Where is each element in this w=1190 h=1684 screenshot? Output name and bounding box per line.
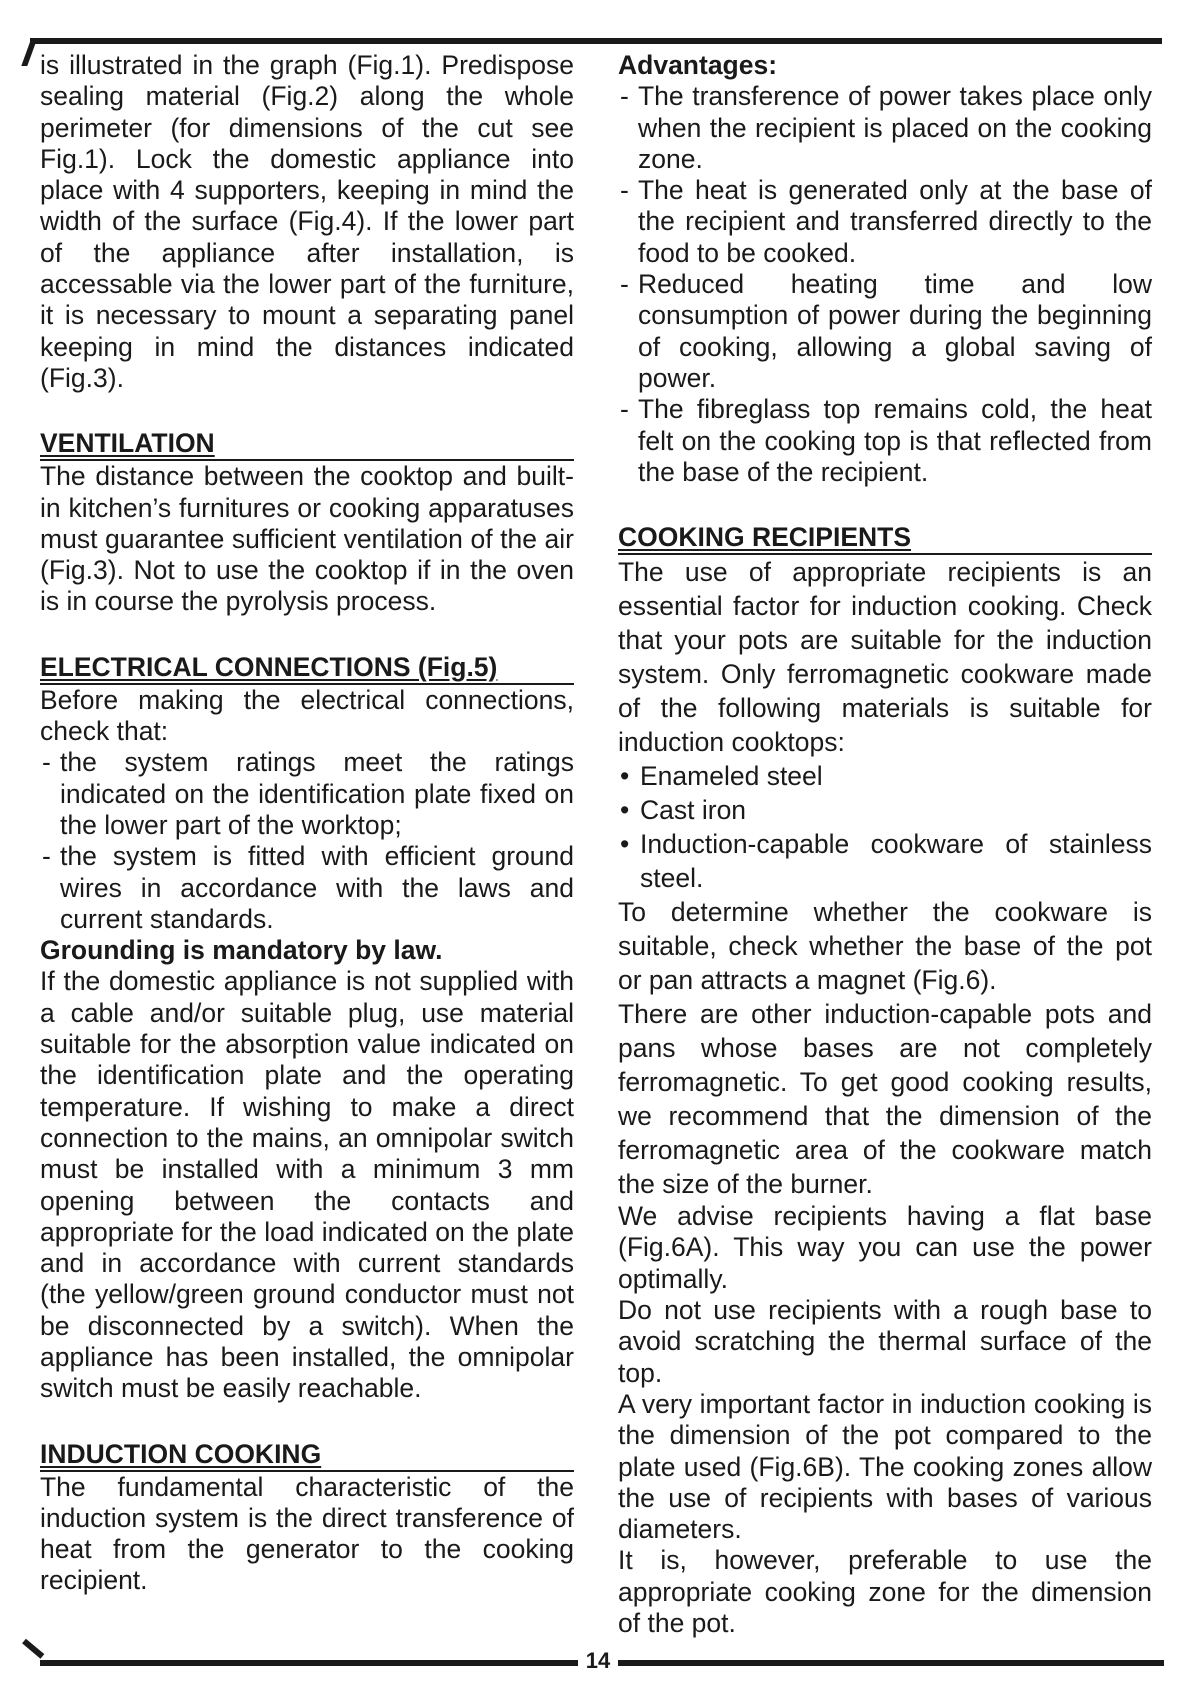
pot-dimension-paragraph: A very important factor in induction cooking is the dimension of the pot compared to the plate used (Fig.6B). The cooking zones allow the use of recipients with bases of various diameters. <box>618 1388 1152 1545</box>
list-item: - The heat is generated only at the base of the recipient and transferred directly to the food to be cooked. <box>618 175 1152 269</box>
bottom-corner-tick <box>22 1639 44 1659</box>
advantages-list <box>618 81 1152 488</box>
electrical-checklist <box>40 747 574 935</box>
bottom-rule-left <box>40 1660 578 1666</box>
intro-paragraph: is illustrated in the graph (Fig.1). Predispose sealing material (Fig.2) along the whole perimeter (for dimensions of the cut see Fig.1). Lock the domestic appliance into place with 4 supporters, keeping in mind the width of the surface (Fig.4). If the lower part of the appliance after installation, is accessable via the lower part of the furniture, it is necessary to mount a separating panel keeping in mind the distances indicated (Fig.3). <box>40 50 574 393</box>
induction-heading: INDUCTION COOKING <box>40 1439 574 1472</box>
induction-body: The fundamental characteristic of the induction system is the direct transference of heat from the generator to the cooking recipient. <box>40 1471 574 1596</box>
ventilation-body: The distance between the cooktop and built-in kitchen’s furnitures or cooking apparatuses must guarantee sufficient ventilation of the air (Fig.3). Not to use the cooktop if in the oven is in course the pyrolysis process. <box>40 461 574 617</box>
recipients-heading: COOKING RECIPIENTS <box>618 522 1152 555</box>
flat-base-paragraph: We advise recipients having a flat base (Fig.6A). This way you can use the power optimally. <box>618 1201 1152 1294</box>
right-column <box>618 50 1152 1639</box>
ventilation-heading: VENTILATION <box>40 428 574 461</box>
bottom-rule-right <box>618 1660 1164 1666</box>
list-item: - The fibreglass top remains cold, the heat felt on the cooking top is that reflected from the base of the recipient. <box>618 394 1152 488</box>
magnet-test-paragraph: To determine whether the cookware is suitable, check whether the base of the pot or pan attracts a magnet (Fig.6). <box>618 897 1152 996</box>
left-column <box>40 50 574 1597</box>
electrical-intro: Before making the electrical connections, check that: <box>40 684 574 747</box>
recipients-body <box>618 555 1152 1201</box>
page-number: 14 <box>585 1648 611 1673</box>
list-item: • Induction-capable cookware of stainless steel. <box>618 827 1152 895</box>
grounding-note: Grounding is mandatory by law. <box>40 935 443 966</box>
list-item: • Enameled steel <box>618 759 1152 793</box>
electrical-body: If the domestic appliance is not supplied with a cable and/or suitable plug, use material suitable for the absorption value indicated on the identification plate and the operating temperature. If wishing to make a direct connection to the mains, an omnipolar switch must be installed with a minimum 3 mm opening between the contacts and appropriate for the load indicated on the plate and in accordance with current standards (the yellow/green ground conductor must not be disconnected by a switch). When the appliance has been installed, the omnipolar switch must be easily reachable. <box>40 966 574 1404</box>
recipients-intro: The use of appropriate recipients is an essential factor for induction cooking. Check that your pots are suitable for the induction system. Only ferromagnetic cookware made of the following materials is suitable for induction cooktops: <box>618 557 1152 758</box>
list-item: - the system is fitted with efficient ground wires in accordance with the laws and current standards. <box>40 841 574 935</box>
list-item: - Reduced heating time and low consumption of power during the beginning of cooking, allowing a global saving of power. <box>618 269 1152 394</box>
materials-list <box>618 759 1152 895</box>
electrical-heading: ELECTRICAL CONNECTIONS (Fig.5) <box>40 652 574 685</box>
zone-choice-paragraph: It is, however, preferable to use the appropriate cooking zone for the dimension of the pot. <box>618 1545 1152 1639</box>
rough-base-paragraph: Do not use recipients with a rough base to avoid scratching the thermal surface of the top. <box>618 1295 1152 1388</box>
top-corner-tick <box>21 40 36 66</box>
ferromagnetic-paragraph: There are other induction-capable pots and pans whose bases are not completely ferromagnetic. To get good cooking results, we recommend that the dimension of the ferromagnetic area of the cookware match the size of the burner. <box>618 999 1152 1200</box>
advantages-heading: Advantages: <box>618 50 778 80</box>
list-item: • Cast iron <box>618 793 1152 827</box>
list-item: - the system ratings meet the ratings indicated on the identification plate fixed on the lower part of the worktop; <box>40 747 574 841</box>
top-rule <box>30 38 1162 44</box>
list-item: - The transference of power takes place only when the recipient is placed on the cooking zone. <box>618 81 1152 175</box>
